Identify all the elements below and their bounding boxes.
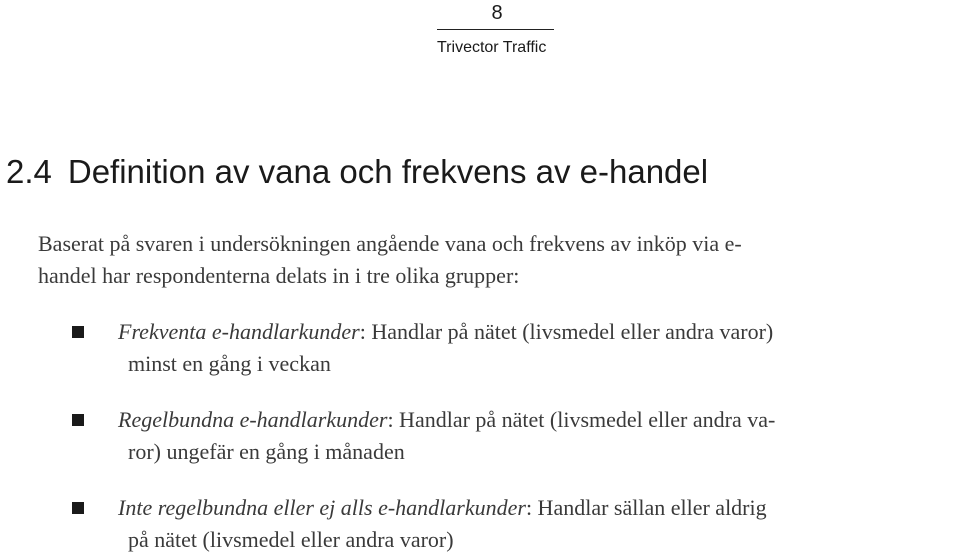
section-heading bbox=[6, 152, 708, 192]
list-item-line-2: ror) ungefär en gång i månaden bbox=[128, 439, 405, 464]
square-bullet-icon bbox=[72, 502, 84, 514]
group-description: : Handlar sällan eller aldrig bbox=[525, 495, 767, 520]
list-item-line-2: minst en gång i veckan bbox=[128, 351, 331, 376]
list-item-text bbox=[118, 492, 960, 556]
group-description: : Handlar på nätet (livsmedel eller andra va- bbox=[387, 407, 776, 432]
list-item-line-2: på nätet (livsmedel eller andra varor) bbox=[128, 527, 454, 552]
group-term: Inte regelbundna eller ej alls e-handlarkunder bbox=[118, 495, 526, 520]
intro-line-1: Baserat på svaren i undersökningen angående vana och frekvens av inköp via e- bbox=[38, 231, 742, 256]
group-term: Regelbundna e-handlarkunder bbox=[118, 407, 388, 432]
group-term: Frekventa e-handlarkunder bbox=[118, 319, 360, 344]
list-item-line-1 bbox=[118, 316, 960, 348]
running-header: Trivector Traffic bbox=[437, 39, 547, 56]
page-number: 8 bbox=[491, 2, 503, 24]
section-number: 2.4 bbox=[6, 153, 52, 190]
list-item-text bbox=[118, 404, 960, 468]
header-divider bbox=[437, 29, 554, 30]
list-item-line-1 bbox=[118, 404, 960, 436]
section-title: Definition av vana och frekvens av e-handel bbox=[67, 153, 709, 190]
square-bullet-icon bbox=[72, 414, 84, 426]
group-description: : Handlar på nätet (livsmedel eller andra varor) bbox=[359, 319, 774, 344]
intro-paragraph bbox=[38, 228, 958, 292]
intro-line-2: handel har respondenterna delats in i tre olika grupper: bbox=[38, 263, 520, 288]
list-item-text bbox=[118, 316, 960, 380]
list-item-line-1 bbox=[118, 492, 960, 524]
square-bullet-icon bbox=[72, 326, 84, 338]
